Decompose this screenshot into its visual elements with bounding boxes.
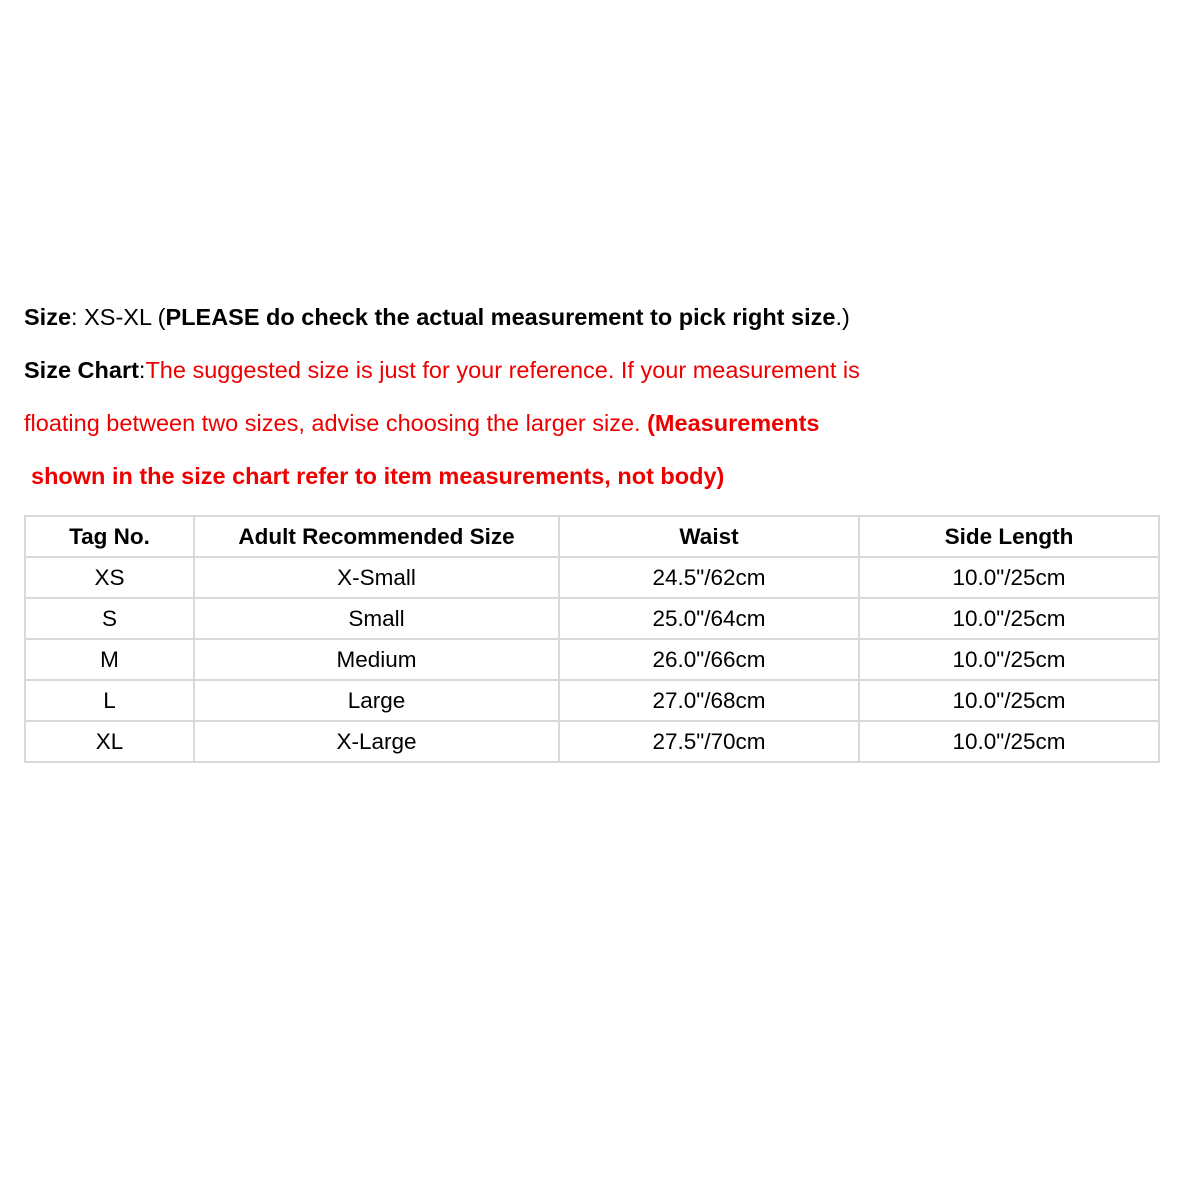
size-warning: PLEASE do check the actual measurement to pick right size [165,304,836,330]
table-row [25,639,1159,680]
header-side-length: Side Length [859,516,1159,557]
header-adult-recommended-size: Adult Recommended Size [194,516,559,557]
side-length-cell: 10.0"/25cm [859,598,1159,639]
size-range: : XS-XL ( [71,304,166,330]
size-chart-line-3 [24,456,1174,509]
waist-cell: 24.5"/62cm [559,557,859,598]
header-tag-no: Tag No. [25,516,194,557]
table-header-row [25,516,1159,557]
measurement-note-start: (Measurements [647,410,820,436]
size-chart-label: Size Chart [24,357,139,383]
side-length-cell: 10.0"/25cm [859,680,1159,721]
waist-cell: 26.0"/66cm [559,639,859,680]
recommended-size-cell: Small [194,598,559,639]
waist-cell: 27.5"/70cm [559,721,859,762]
size-chart-colon: : [138,357,146,383]
size-chart-line-1 [24,350,1174,403]
size-chart-note-1: The suggested size is just for your reference. If your measurement is [145,357,860,383]
tag-cell: M [25,639,194,680]
size-chart-note-2: floating between two sizes, advise choosing the larger size. [24,410,648,436]
table-row [25,721,1159,762]
table-row [25,680,1159,721]
size-intro [24,297,1174,509]
header-waist: Waist [559,516,859,557]
waist-cell: 25.0"/64cm [559,598,859,639]
side-length-cell: 10.0"/25cm [859,557,1159,598]
size-chart-table [24,515,1160,763]
recommended-size-cell: X-Large [194,721,559,762]
table-row [25,557,1159,598]
size-warning-end: .) [835,304,850,330]
size-range-line [24,297,1174,350]
recommended-size-cell: X-Small [194,557,559,598]
size-label: Size [24,304,72,330]
tag-cell: XS [25,557,194,598]
side-length-cell: 10.0"/25cm [859,639,1159,680]
recommended-size-cell: Large [194,680,559,721]
tag-cell: L [25,680,194,721]
tag-cell: S [25,598,194,639]
recommended-size-cell: Medium [194,639,559,680]
waist-cell: 27.0"/68cm [559,680,859,721]
measurement-note-end: shown in the size chart refer to item measurements, not body) [31,463,725,489]
table-row [25,598,1159,639]
side-length-cell: 10.0"/25cm [859,721,1159,762]
tag-cell: XL [25,721,194,762]
size-chart-line-2 [24,403,1174,456]
